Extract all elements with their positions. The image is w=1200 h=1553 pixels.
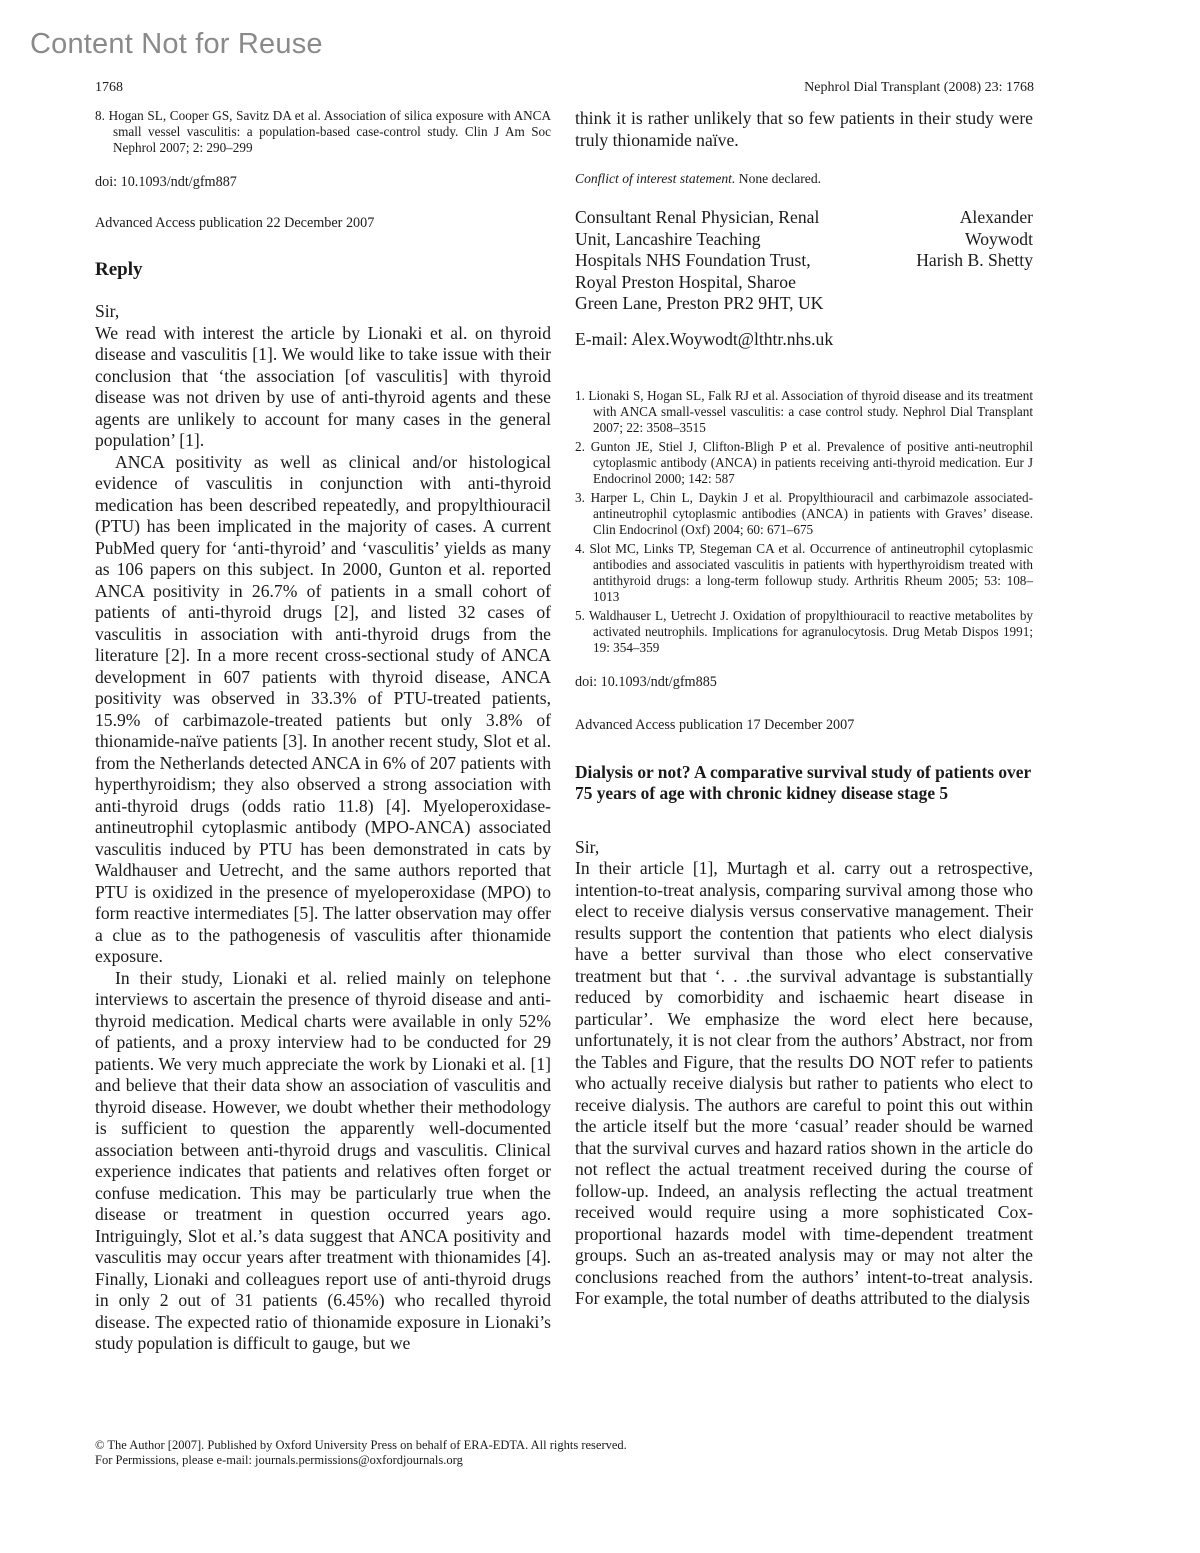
copyright-line: © The Author [2007]. Published by Oxford University Press on behalf of ERA-EDTA. All rights reserved. — [95, 1438, 627, 1452]
copyright-footer — [95, 1438, 627, 1468]
previous-reference-8: 8. Hogan SL, Cooper GS, Savitz DA et al. Association of silica exposure with ANCA small vessel vasculitis: a population-based case-control study. Clin J Am Soc Nephrol 2007; 2: 290–299 — [95, 108, 551, 155]
author-line: Woywodt — [965, 228, 1033, 249]
doi-article: doi: 10.1093/ndt/gfm885 — [575, 673, 717, 690]
watermark: Content Not for Reuse — [30, 28, 323, 60]
reply-paragraph-1: We read with interest the article by Lionaki et al. on thyroid disease and vasculitis [1]. We would like to take issue with their conclusion that ‘the association [of vasculitis] with thyroid disease was not driven by use of anti-thyroid agents and these agents are unlikely to account for many cases in the general population’ [1]. — [95, 322, 551, 450]
affiliation-line: Consultant Renal Physician, Renal — [575, 207, 820, 227]
reference-item: 2. Gunton JE, Stiel J, Clifton-Bligh P et al. Prevalence of positive anti-neutrophil cytoplasmic antibody (ANCA) in patients receiving anti-thyroid medication. Eur J Endocrinol 2000; 142: 587 — [575, 438, 1033, 486]
reply-continuation: think it is rather unlikely that so few patients in their study were truly thionamide naïve. — [575, 108, 1033, 150]
reference-item: 3. Harper L, Chin L, Daykin J et al. Propylthiouracil and carbimazole associated-antineutrophil cytoplasmic antibodies (ANCA) in patients with Graves’ disease. Clin Endocrinol (Oxf) 2004; 60: 671–675 — [575, 489, 1033, 537]
reply-paragraph-2: ANCA positivity as well as clinical and/or histological evidence of vasculitis in conjunction with anti-thyroid medication has been described repeatedly, and propylthiouracil (PTU) has been implicated in the majority of cases. A current PubMed query for ‘anti-thyroid’ and ‘vasculitis’ yields as many as 106 papers on this subject. In 2000, Gunton et al. reported ANCA positivity in 26.7% of patients in a small cohort of patients of anti-thyroid drugs [2], and listed 32 cases of vasculitis in association with anti-thyroid drugs from the literature [2]. In a more recent cross-sectional study of ANCA development in 607 patients with thyroid disease, ANCA positivity was observed in 33.3% of PTU-treated patients, 15.9% of carbimazole-treated patients but only 3.8% of thionamide-naïve patients [3]. In another recent study, Slot et al. from the Netherlands detected ANCA in 6% of 207 patients with hyperthyroidism; they also observed a strong association with anti-thyroid drugs (odds ratio 11.8) [4]. Myeloperoxidase-antineutrophil cytoplasmic antibody (MPO-ANCA) associated vasculitis induced by PTU has been demonstrated in cats by Waldhauser and Uetrecht, and the same authors reported that PTU is oxidized in the presence of myeloperoxidase (MPO) to form reactive intermediates [5]. The latter observation may offer a clue as to the pathogenesis of vasculitis after thionamide exposure. — [95, 451, 551, 966]
author-line: Harish B. Shetty — [916, 250, 1033, 270]
page-number: 1768 — [95, 80, 123, 95]
conflict-of-interest — [575, 171, 1033, 187]
article-title: Dialysis or not? A comparative survival study of patients over 75 years of age with chronic kidney disease stage 5 — [575, 761, 1031, 803]
salutation-reply: Sir, — [95, 301, 120, 321]
journal-citation: Nephrol Dial Transplant (2008) 23: 1768 — [804, 80, 1034, 95]
permissions-line: For Permissions, please e-mail: journals.permissions@oxfordjournals.org — [95, 1453, 463, 1467]
authors — [916, 207, 1033, 315]
reference-item: 5. Waldhauser L, Uetrecht J. Oxidation of propylthiouracil to reactive metabolites by activated neutrophils. Implications for agranulocytosis. Drug Metab Dispos 1991; 19: 354–359 — [575, 607, 1033, 655]
conflict-label: Conflict of interest statement. — [575, 171, 736, 186]
affiliation-block — [575, 207, 1033, 315]
left-column — [95, 108, 551, 1355]
reference-item: 4. Slot MC, Links TP, Stegeman CA et al. Occurrence of antineutrophil cytoplasmic antibodies and associated vasculitis in patients with hyperthyroidism treated with antithyroid drugs: a long-term followup study. Arthritis Rheum 2005; 53: 108–1013 — [575, 540, 1033, 604]
reply-title: Reply — [95, 259, 143, 280]
reference-list — [575, 388, 1033, 656]
salutation-article: Sir, — [575, 836, 600, 857]
author-email: E-mail: Alex.Woywodt@lthtr.nhs.uk — [575, 328, 834, 349]
affiliation — [575, 207, 865, 315]
article-body: In their article [1], Murtagh et al. carry out a retrospective, intention-to-treat analysis, comparing survival among those who elect to receive dialysis versus conservative management. Their results support the contention that patients who elect dialysis have a better survival than those who elect conservative treatment but that ‘. . .the survival advantage is substantially reduced by comorbidity and ischaemic heart disease in particular’. We emphasize the word elect here because, unfortunately, it is not clear from the authors’ Abstract, nor from the Tables and Figure, that the results DO NOT refer to patients who actually receive dialysis but rather to patients who elect to receive dialysis. The authors are careful to point this out within the article itself but the more ‘casual’ reader should be warned that the survival curves and hazard ratios shown in the article do not reflect the actual treatment received during the course of follow-up. Indeed, an analysis reflecting the actual treatment received would require using a more sophisticated Cox- proportional hazards model with time-dependent treatment groups. Such an as-treated analysis may or may not alter the conclusions reached from the authors’ intent-to-treat analysis. For example, the total number of deaths attributed to the dialysis — [575, 858, 1033, 1308]
right-column — [575, 108, 1033, 1310]
advanced-access-article: Advanced Access publication 17 December 2007 — [575, 716, 855, 733]
affiliation-line: Green Lane, Preston PR2 9HT, UK — [575, 293, 824, 313]
affiliation-line: Royal Preston Hospital, Sharoe — [575, 271, 796, 292]
reply-paragraph-3: In their study, Lionaki et al. relied mainly on telephone interviews to ascertain the presence of thyroid disease and anti-thyroid medication. Medical charts were available in only 52% of patients, and a proxy interview had to be conducted for 29 patients. We very much appreciate the work by Lionaki et al. [1] and believe that their data show an association of vasculitis and thyroid disease. However, we doubt whether their methodology is sufficient to question the apparently well-documented association between anti-thyroid drugs and vasculitis. Clinical experience indicates that patients and relatives often forget or confuse medication. This may be particularly true when the disease or treatment in question occurred years ago. Intriguingly, Slot et al.’s data suggest that ANCA positivity and vasculitis may occur years after treatment with thionamides [4]. Finally, Lionaki and colleagues report use of anti-thyroid drugs in only 2 out of 31 patients (6.45%) who recalled thyroid disease. The expected ratio of thionamide exposure in Lionaki’s study population is difficult to gauge, but we — [95, 967, 551, 1353]
advanced-access-reply: Advanced Access publication 22 December 2007 — [95, 215, 375, 231]
affiliation-line: Hospitals NHS Foundation Trust, — [575, 250, 811, 270]
reference-item: 1. Lionaki S, Hogan SL, Falk RJ et al. Association of thyroid disease and its treatment with ANCA small-vessel vasculitis: a case control study. Nephrol Dial Transplant 2007; 22: 3508–3515 — [575, 387, 1033, 435]
author-line: Alexander — [959, 207, 1033, 227]
doi-reply: doi: 10.1093/ndt/gfm887 — [95, 174, 237, 190]
affiliation-line: Unit, Lancashire Teaching — [575, 228, 761, 249]
conflict-text: None declared. — [738, 171, 822, 186]
